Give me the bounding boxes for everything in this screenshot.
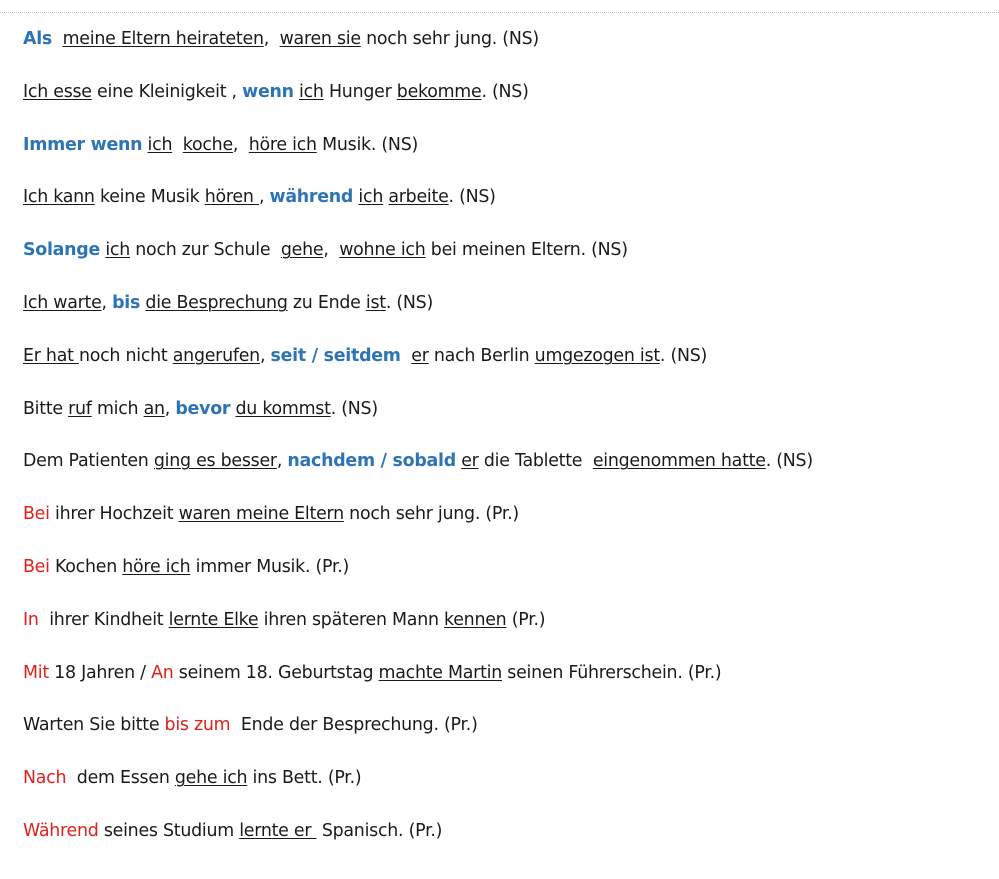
sentence-text: ins Bett. (Pr.): [247, 768, 362, 789]
sentence-text: noch nicht: [78, 345, 173, 366]
underlined-text: die Besprechung: [145, 292, 288, 313]
conjunction-text: wenn: [242, 81, 294, 102]
sentence-text: Warten Sie bitte: [23, 715, 165, 736]
sentence-line: [23, 502, 983, 555]
preposition-text: Mit: [23, 662, 49, 683]
sentence-text: zu Ende: [287, 292, 366, 313]
sentence-text: ihrer Kindheit: [38, 609, 169, 630]
sentence-text: Ende der Besprechung. (Pr.): [230, 715, 478, 736]
underlined-text: ich: [147, 134, 173, 155]
underlined-text: höre ich: [122, 556, 191, 577]
conjunction-text: bis: [112, 292, 141, 313]
sentence-text: 18 Jahren /: [48, 662, 152, 683]
preposition-text: bis zum: [164, 715, 231, 736]
underlined-text: Ich esse: [23, 81, 92, 102]
underlined-text: ich: [105, 240, 130, 261]
underlined-text: an: [143, 398, 165, 419]
sentence-text: ,: [101, 292, 113, 313]
underlined-text: ist: [365, 292, 386, 313]
underlined-text: Er hat: [23, 345, 79, 366]
sentence-text: [52, 29, 63, 49]
sentence-line: [23, 238, 983, 291]
sentence-text: ,: [164, 398, 176, 419]
sentence-text: immer Musik. (Pr.): [190, 556, 350, 577]
sentence-text: seines Studium: [98, 820, 240, 841]
sentence-text: ,: [276, 451, 288, 472]
sentence-line: [23, 344, 983, 397]
sentence-text: ,: [323, 240, 340, 261]
underlined-text: er: [411, 345, 429, 366]
underlined-text: Ich warte: [23, 292, 102, 313]
underlined-text: eingenommen hatte: [592, 451, 766, 472]
conjunction-text: Solange: [23, 240, 101, 261]
sentence-text: . (NS): [330, 398, 378, 419]
preposition-text: An: [151, 662, 174, 683]
underlined-text: koche: [182, 134, 233, 155]
conjunction-text: seit / seitdem: [270, 345, 401, 366]
underlined-text: wohne ich: [339, 240, 426, 261]
preposition-text: In: [23, 609, 39, 630]
sentence-text: keine Musik: [94, 187, 205, 208]
sentence-text: noch zur Schule: [130, 240, 281, 261]
underlined-text: gehe ich: [174, 768, 248, 789]
sentence-text: Bitte: [23, 398, 69, 419]
sentence-line: [23, 291, 983, 344]
preposition-text: Bei: [23, 504, 50, 525]
sentence-line: [23, 185, 983, 238]
underlined-text: machte Martin: [378, 662, 503, 683]
sentence-text: Kochen: [49, 556, 123, 577]
sentence-text: . (NS): [385, 292, 434, 313]
conjunction-text: nachdem / sobald: [287, 451, 456, 472]
sentence-text: ihren späteren Mann: [258, 609, 445, 630]
sentence-text: nach Berlin: [428, 345, 535, 366]
underlined-text: arbeite: [388, 187, 449, 208]
sentence-line: [23, 449, 983, 502]
page-top-border: [0, 12, 999, 13]
conjunction-text: Als: [23, 29, 53, 49]
sentence-text: noch sehr jung. (NS): [360, 29, 539, 49]
sentence-text: ihrer Hochzeit: [49, 504, 179, 525]
conjunction-text: während: [269, 187, 354, 208]
underlined-text: angerufen: [172, 345, 260, 366]
conjunction-text: bevor: [175, 398, 231, 419]
preposition-text: Während: [23, 820, 99, 841]
underlined-text: ruf: [68, 398, 92, 419]
preposition-text: Nach: [23, 768, 67, 789]
sentence-line: [23, 661, 983, 714]
underlined-text: waren sie: [279, 29, 361, 49]
sentence-text: mich: [91, 398, 144, 419]
sentence-text: seinem 18. Geburtstag: [173, 662, 379, 683]
underlined-text: Ich kann: [23, 187, 95, 208]
sentence-text: [172, 135, 183, 155]
underlined-text: du kommst: [235, 398, 331, 419]
sentence-text: ,: [259, 345, 271, 366]
sentence-line: [23, 80, 983, 133]
sentence-text: bei meinen Eltern. (NS): [425, 240, 628, 261]
underlined-text: er: [461, 451, 479, 472]
underlined-text: ging es besser: [153, 451, 277, 472]
sentence-line: [23, 766, 983, 819]
sentence-text: (Pr.): [506, 609, 546, 630]
sentence-text: . (NS): [448, 187, 496, 208]
preposition-text: Bei: [23, 556, 50, 577]
sentence-line: [23, 133, 983, 186]
sentence-text: seinen Führerschein. (Pr.): [502, 662, 722, 683]
sentence-text: Hunger: [323, 81, 397, 102]
underlined-text: ich: [299, 81, 324, 102]
sentence-text: ,: [258, 187, 270, 208]
sentence-line: [23, 608, 983, 661]
sentence-text: ,: [263, 29, 280, 49]
sentence-text: Dem Patienten: [23, 451, 154, 472]
sentence-text: ,: [232, 134, 249, 155]
sentence-line: [23, 713, 983, 766]
underlined-text: höre ich: [248, 134, 317, 155]
document-body: [23, 27, 983, 872]
underlined-text: hören: [204, 187, 259, 208]
sentence-text: . (NS): [765, 451, 813, 472]
underlined-text: bekomme: [396, 81, 482, 102]
sentence-line: [23, 27, 983, 80]
sentence-text: die Tablette: [478, 451, 593, 472]
sentence-text: noch sehr jung. (Pr.): [343, 504, 519, 525]
sentence-text: [401, 346, 412, 366]
sentence-text: eine Kleinigkeit ,: [91, 81, 243, 102]
sentence-text: . (NS): [481, 81, 529, 102]
sentence-text: . (NS): [659, 345, 708, 366]
underlined-text: lernte Elke: [168, 609, 259, 630]
sentence-line: [23, 555, 983, 608]
sentence-line: [23, 397, 983, 450]
underlined-text: waren meine Eltern: [178, 504, 344, 525]
underlined-text: ich: [358, 187, 384, 208]
underlined-text: meine Eltern heirateten: [62, 29, 264, 49]
sentence-line: [23, 819, 983, 872]
underlined-text: kennen: [444, 609, 507, 630]
sentence-text: Musik. (NS): [316, 134, 419, 155]
conjunction-text: Immer wenn: [23, 134, 143, 155]
underlined-text: gehe: [280, 240, 324, 261]
underlined-text: lernte er: [239, 820, 317, 841]
sentence-text: Spanisch. (Pr.): [316, 820, 443, 841]
sentence-text: dem Essen: [66, 768, 175, 789]
underlined-text: umgezogen ist: [534, 345, 660, 366]
